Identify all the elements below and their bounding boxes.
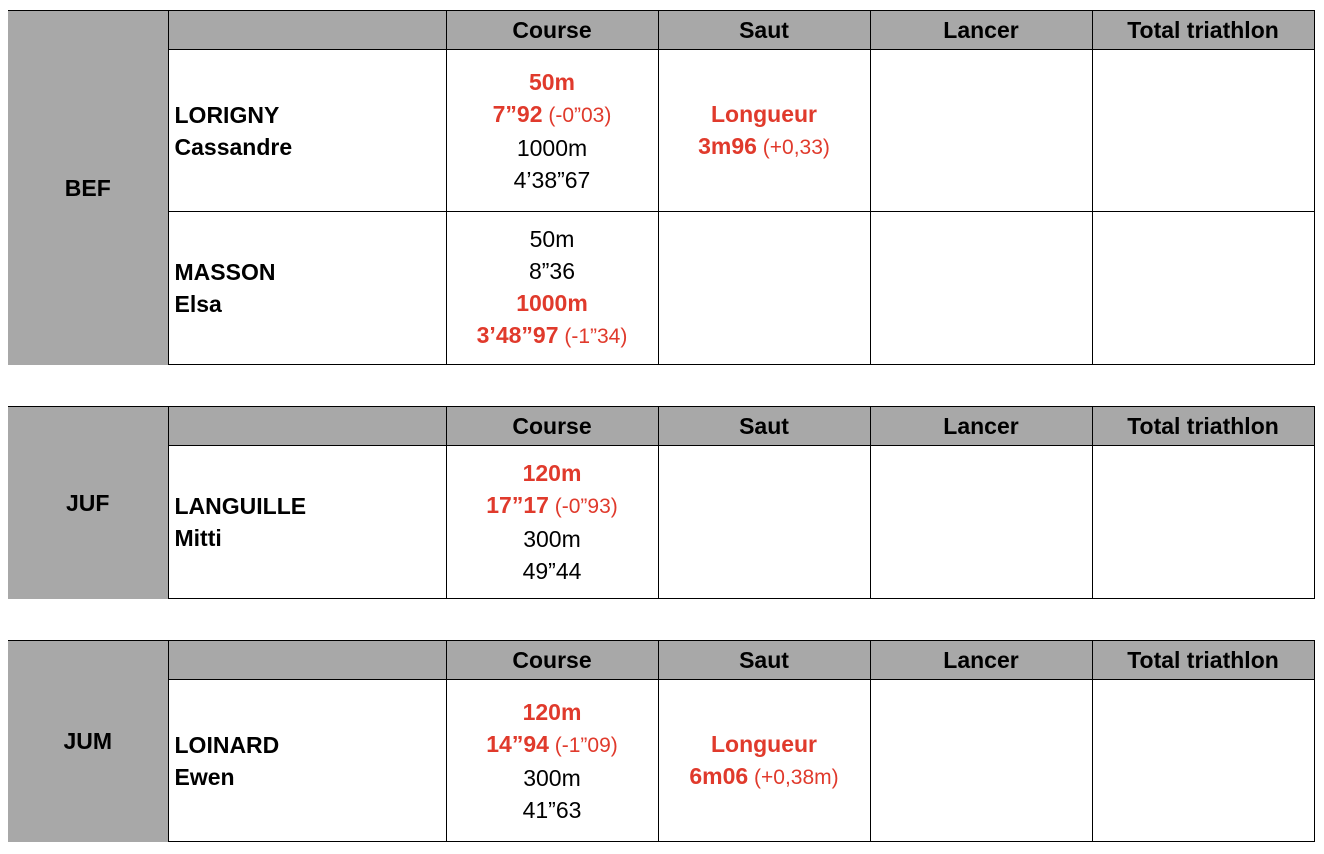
performance-delta: (+0,38m) bbox=[748, 765, 839, 789]
header-saut: Saut bbox=[658, 11, 870, 50]
performance-line bbox=[447, 132, 658, 164]
saut-cell bbox=[658, 680, 870, 842]
athlete-last-name: LORIGNY bbox=[174, 101, 280, 128]
performance-line bbox=[447, 98, 658, 132]
performance-line bbox=[447, 287, 658, 319]
athlete-first-name: Cassandre bbox=[174, 133, 293, 160]
performance-value: 4’38”67 bbox=[513, 166, 591, 193]
header-row bbox=[8, 407, 1314, 446]
header-total: Total triathlon bbox=[1092, 11, 1314, 50]
athlete-last-name: LOINARD bbox=[174, 731, 280, 758]
performance-line bbox=[447, 696, 658, 728]
category-label: BEF bbox=[8, 11, 168, 365]
athlete-row bbox=[8, 50, 1314, 212]
performance-value: 6m06 bbox=[689, 762, 749, 789]
header-course: Course bbox=[446, 407, 658, 446]
performance-value: 120m bbox=[522, 698, 582, 725]
header-lancer: Lancer bbox=[870, 11, 1092, 50]
header-course: Course bbox=[446, 641, 658, 680]
lancer-cell bbox=[870, 50, 1092, 212]
performance-delta: (+0,33) bbox=[756, 135, 830, 159]
athlete-name bbox=[168, 212, 446, 365]
performance-value: 50m bbox=[528, 68, 576, 95]
header-saut: Saut bbox=[658, 641, 870, 680]
lancer-cell bbox=[870, 212, 1092, 365]
performance-value: 300m bbox=[523, 526, 581, 552]
athlete-row bbox=[8, 212, 1314, 365]
total-cell bbox=[1092, 212, 1314, 365]
course-cell bbox=[446, 50, 658, 212]
performance-line bbox=[447, 489, 658, 523]
athlete-row bbox=[8, 680, 1314, 842]
header-row bbox=[8, 641, 1314, 680]
performance-value: 120m bbox=[522, 460, 582, 486]
course-cell bbox=[446, 446, 658, 599]
athlete-last-name: MASSON bbox=[174, 259, 276, 285]
header-blank bbox=[168, 407, 446, 446]
athlete-first-name: Elsa bbox=[174, 291, 222, 317]
performance-delta: (-0”93) bbox=[548, 495, 618, 518]
performance-line bbox=[447, 255, 658, 287]
performance-line bbox=[447, 457, 658, 489]
performance-value: 49”44 bbox=[522, 558, 582, 584]
header-blank bbox=[168, 11, 446, 50]
header-blank bbox=[168, 641, 446, 680]
category-label: JUF bbox=[8, 407, 168, 599]
saut-cell bbox=[658, 446, 870, 599]
performance-value: Longueur bbox=[710, 100, 818, 127]
course-cell bbox=[446, 212, 658, 365]
performance-line bbox=[659, 760, 870, 794]
header-total: Total triathlon bbox=[1092, 641, 1314, 680]
header-lancer: Lancer bbox=[870, 407, 1092, 446]
results-table-juf bbox=[8, 406, 1315, 599]
performance-value: Longueur bbox=[710, 730, 818, 757]
performance-delta: (-0”03) bbox=[542, 103, 612, 127]
performance-line bbox=[447, 164, 658, 196]
header-lancer: Lancer bbox=[870, 641, 1092, 680]
athlete-first-name: Mitti bbox=[174, 525, 222, 551]
performance-line bbox=[447, 728, 658, 762]
category-label: JUM bbox=[8, 641, 168, 842]
athlete-name bbox=[168, 50, 446, 212]
performance-line bbox=[447, 523, 658, 555]
results-table-jum bbox=[8, 640, 1315, 842]
header-course: Course bbox=[446, 11, 658, 50]
athlete-name bbox=[168, 446, 446, 599]
saut-cell bbox=[658, 50, 870, 212]
performance-value: 14”94 bbox=[486, 730, 549, 757]
performance-delta: (-1”09) bbox=[548, 733, 618, 757]
performance-line bbox=[447, 223, 658, 255]
performance-value: 3m96 bbox=[698, 132, 757, 159]
total-cell bbox=[1092, 50, 1314, 212]
lancer-cell bbox=[870, 446, 1092, 599]
performance-line bbox=[659, 130, 870, 164]
performance-line bbox=[447, 319, 658, 353]
athlete-row bbox=[8, 446, 1314, 599]
results-table-bef bbox=[8, 10, 1315, 365]
performance-line bbox=[447, 794, 658, 826]
total-cell bbox=[1092, 446, 1314, 599]
athlete-last-name: LANGUILLE bbox=[174, 493, 307, 519]
performance-line bbox=[659, 98, 870, 130]
header-total: Total triathlon bbox=[1092, 407, 1314, 446]
athlete-name bbox=[168, 680, 446, 842]
performance-value: 50m bbox=[529, 226, 575, 252]
header-row bbox=[8, 11, 1314, 50]
performance-value: 8”36 bbox=[528, 258, 576, 284]
performance-value: 17”17 bbox=[486, 492, 549, 518]
performance-value: 7”92 bbox=[492, 100, 543, 127]
header-saut: Saut bbox=[658, 407, 870, 446]
performance-line bbox=[447, 555, 658, 587]
performance-value: 3’48”97 bbox=[476, 322, 559, 348]
total-cell bbox=[1092, 680, 1314, 842]
performance-value: 41”63 bbox=[522, 796, 582, 823]
performance-value: 1000m bbox=[516, 290, 588, 316]
performance-line bbox=[447, 762, 658, 794]
performance-value: 1000m bbox=[516, 134, 588, 161]
course-cell bbox=[446, 680, 658, 842]
athlete-first-name: Ewen bbox=[174, 763, 235, 790]
performance-line bbox=[659, 728, 870, 760]
performance-value: 300m bbox=[523, 764, 581, 791]
saut-cell bbox=[658, 212, 870, 365]
lancer-cell bbox=[870, 680, 1092, 842]
performance-line bbox=[447, 66, 658, 98]
performance-delta: (-1”34) bbox=[558, 325, 628, 348]
